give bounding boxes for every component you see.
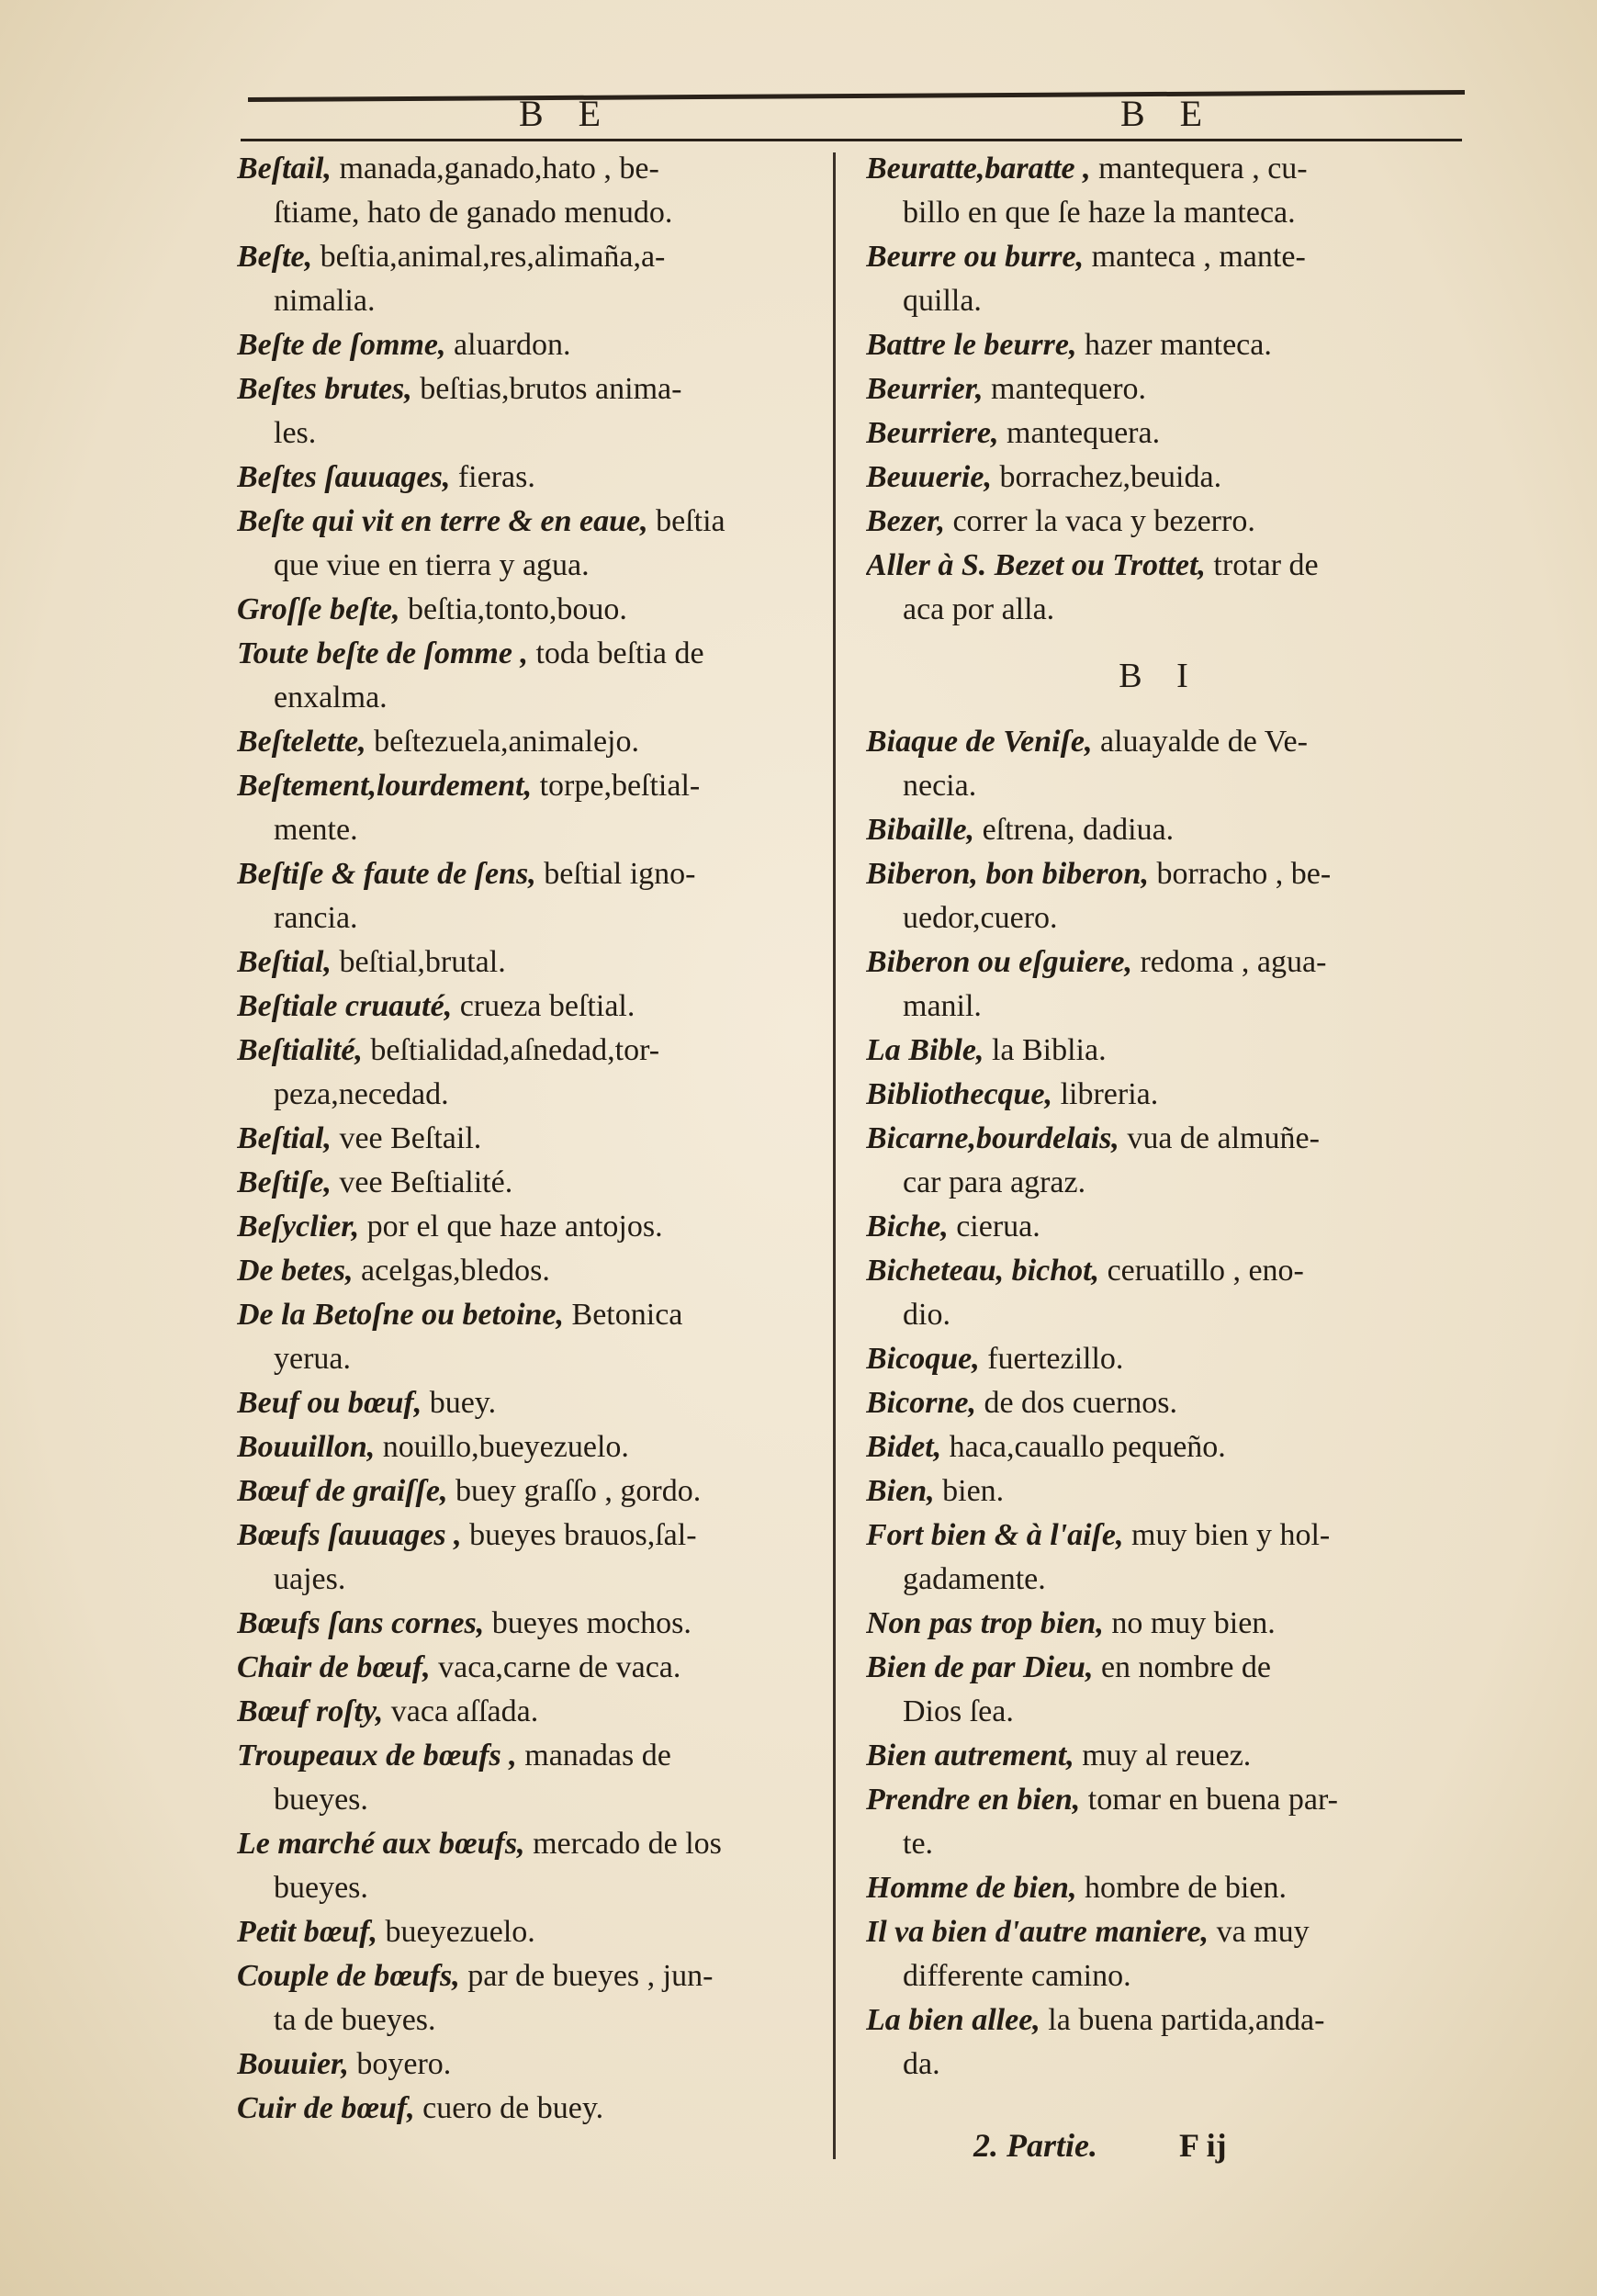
definition-text: aluayalde de Ve- [1092,725,1308,759]
definition-text: nimalia. [274,284,376,318]
headword: Beſte qui vit en terre & en eaue, [237,504,648,538]
definition-text: bueyezuelo. [377,1915,535,1949]
definition-text: cierua. [948,1210,1040,1244]
headword: Groſſe beſte, [237,592,400,626]
headword: Biaque de Veniſe, [866,725,1093,759]
dictionary-entry-line [237,1602,815,1646]
definition-text: fuertezillo. [979,1342,1124,1376]
headword: Bouuier, [237,2047,349,2081]
definition-text: les. [274,416,317,450]
dictionary-entry-line [237,1734,815,1778]
dictionary-entry-line [866,411,1454,456]
dictionary-entry-line [237,985,815,1029]
definition-text: haca,cauallo pequeño. [941,1430,1226,1464]
definition-text: vee Beſtail. [331,1121,482,1155]
definition-text: dio. [903,1298,950,1332]
dictionary-entry-line [866,367,1454,411]
left-running-head: B E [519,93,614,134]
definition-text: beſtialidad,aſnedad,tor- [362,1033,660,1067]
dictionary-entry-line [866,940,1454,985]
dictionary-entry-line [866,764,1454,808]
dictionary-entry-line [237,940,815,985]
headword: Fort bien & à l'aiſe, [866,1518,1124,1552]
dictionary-entry-line [237,544,815,588]
dictionary-entry-line [237,1998,815,2043]
dictionary-entry-line [237,1910,815,1954]
headword: De la Betoſne ou betoine, [237,1298,565,1332]
headword: Beuf ou bœuf, [237,1386,422,1420]
headword: Cuir de bœuf, [237,2091,415,2125]
right-column-top [866,147,1454,632]
headword: Il va bien d'autre maniere, [866,1915,1209,1949]
headword: Bibaille, [866,813,975,847]
dictionary-entry-line [866,191,1454,235]
dictionary-entry-line [866,1073,1454,1117]
headword: Beuratte,baratte , [866,152,1091,186]
headword: Biberon, bon biberon, [866,857,1149,891]
definition-text: car para agraz. [903,1165,1086,1199]
definition-text: manadas de [516,1739,671,1773]
headword: Bidet, [866,1430,942,1464]
headword: Beſtialité, [237,1033,363,1067]
dictionary-entry-line [237,1558,815,1602]
dictionary-entry-line [866,720,1454,764]
dictionary-entry-line [237,676,815,720]
dictionary-entry-line [237,1778,815,1822]
definition-text: boyero. [348,2047,452,2081]
right-column-bottom [866,720,1454,2087]
definition-text: buey. [422,1386,497,1420]
definition-text: ceruatillo , eno- [1099,1254,1304,1288]
dictionary-entry-line [866,235,1454,279]
dictionary-entry-line [237,456,815,500]
definition-text: te. [903,1827,934,1861]
definition-text: beſtia,animal,res,alimaña,a- [312,240,666,274]
dictionary-entry-line [866,1514,1454,1558]
dictionary-entry-line [866,852,1454,896]
definition-text: rancia. [274,901,358,935]
definition-text: mantequero. [983,372,1147,406]
dictionary-entry-line [237,147,815,191]
headword: Bicheteau, bichot, [866,1254,1100,1288]
headword: Bien de par Dieu, [866,1650,1094,1684]
dictionary-entry-line [866,1337,1454,1381]
definition-text: vee Beſtialité. [331,1165,513,1199]
definition-text: beſtial,brutal. [331,945,506,979]
definition-text: beſtias,brutos anima- [411,372,682,406]
definition-text: por el que haze antojos. [359,1210,663,1244]
dictionary-entry-line [237,720,815,764]
headword: Bœufs ſans cornes, [237,1606,485,1640]
definition-text: acelgas,bledos. [353,1254,550,1288]
dictionary-entry-line [866,1602,1454,1646]
headword: Bicorne, [866,1386,976,1420]
dictionary-entry-line [866,1910,1454,1954]
dictionary-entry-line [866,456,1454,500]
dictionary-entry-line [237,1690,815,1734]
definition-text: beſtia [647,504,725,538]
definition-text: uajes. [274,1562,346,1596]
dictionary-entry-line [866,2043,1454,2087]
headword: Beſtail, [237,152,332,186]
definition-text: libreria. [1052,1077,1159,1111]
headword: De betes, [237,1254,354,1288]
dictionary-entry-line [866,1954,1454,1998]
definition-text: crueza beſtial. [452,989,635,1023]
headword: Beurriere, [866,416,999,450]
headword: Prendre en bien, [866,1783,1081,1817]
definition-text: tomar en buena par- [1080,1783,1338,1817]
definition-text: differente camino. [903,1959,1131,1993]
dictionary-entry-line [866,1646,1454,1690]
headword: La Bible, [866,1033,984,1067]
headword: Beſtiale cruauté, [237,989,453,1023]
headword: Homme de bien, [866,1871,1077,1905]
dictionary-entry-line [237,852,815,896]
dictionary-entry-line [237,1866,815,1910]
dictionary-entry-line [866,1998,1454,2043]
dictionary-entry-line [237,1249,815,1293]
definition-text: ta de bueyes. [274,2003,436,2037]
dictionary-entry-line [866,808,1454,852]
dictionary-entry-line [237,1337,815,1381]
dictionary-entry-line [237,1646,815,1690]
definition-text: manteca , mante- [1084,240,1306,274]
dictionary-entry-line [866,1734,1454,1778]
definition-text: redoma , agua- [1131,945,1327,979]
definition-text: borrachez,beuida. [991,460,1222,494]
definition-text: buey graſſo , gordo. [447,1474,702,1508]
headword: Bien autrement, [866,1739,1074,1773]
dictionary-entry-line [237,191,815,235]
headword: Bœuf roſty, [237,1694,384,1728]
definition-text: correr la vaca y bezerro. [944,504,1255,538]
definition-text: yerua. [274,1342,352,1376]
definition-text: manil. [903,989,982,1023]
dictionary-entry-line [237,2043,815,2087]
definition-text: Betonica [564,1298,683,1332]
headword: Petit bœuf, [237,1915,377,1949]
definition-text: quilla. [903,284,982,318]
headword: Beuuerie, [866,460,992,494]
definition-text: vua de almuñe- [1119,1121,1320,1155]
dictionary-entry-line [866,279,1454,323]
right-running-head: B E [1120,93,1216,134]
definition-text: aca por alla. [903,592,1055,626]
headword: Beſtial, [237,945,332,979]
headword: Chair de bœuf, [237,1650,431,1684]
headword: Beurre ou burre, [866,240,1085,274]
headword: Bouuillon, [237,1430,376,1464]
dictionary-entry-line [866,896,1454,940]
definition-text: beſtial igno- [535,857,696,891]
dictionary-entry-line [237,235,815,279]
dictionary-entry-line [237,1514,815,1558]
definition-text: beſtezuela,animalejo. [366,725,640,759]
definition-text: en nombre de [1093,1650,1271,1684]
dictionary-entry-line [237,279,815,323]
definition-text: bueyes brauos,ſal- [461,1518,697,1552]
dictionary-entry-line [237,632,815,676]
headword: Troupeaux de bœufs , [237,1739,517,1773]
definition-text: fieras. [450,460,535,494]
definition-text: bueyes. [274,1783,368,1817]
dictionary-entry-line [237,1117,815,1161]
dictionary-entry-line [237,1029,815,1073]
page-number: F ij [1178,2127,1227,2164]
header-underline [241,139,1462,141]
definition-text: mercado de los [524,1827,722,1861]
dictionary-entry-line [866,323,1454,367]
headword: Beſtelette, [237,725,366,759]
headword: Bezer, [866,504,945,538]
definition-text: necia. [903,769,977,803]
dictionary-entry-line [237,323,815,367]
dictionary-entry-line [237,808,815,852]
headword: Battre le beurre, [866,328,1077,362]
definition-text: peza,necedad. [274,1077,449,1111]
header-rule [248,90,1465,102]
definition-text: billo en que ſe haze la manteca. [903,196,1296,230]
headword: Aller à S. Bezet ou Trottet, [866,548,1206,582]
definition-text: da. [903,2047,940,2081]
headword: Non pas trop bien, [866,1606,1104,1640]
dictionary-entry-line [237,411,815,456]
definition-text: Dios ſea. [903,1694,1014,1728]
headword: Beurrier, [866,372,984,406]
dictionary-entry-line [237,1205,815,1249]
headword: Beſtiſe, [237,1165,332,1199]
headword: Bibliothecque, [866,1077,1053,1111]
left-column [237,147,815,2131]
definition-text: nouillo,bueyezuelo. [375,1430,629,1464]
headword: Toute beſte de ſomme , [237,636,528,670]
headword: Bien, [866,1474,935,1508]
definition-text: gadamente. [903,1562,1046,1596]
headword: Biche, [866,1210,949,1244]
dictionary-entry-line [866,1029,1454,1073]
definition-text: la Biblia. [984,1033,1107,1067]
definition-text: borracho , be- [1148,857,1332,891]
dictionary-entry-line [237,588,815,632]
dictionary-entry-line [866,1822,1454,1866]
headword: Beſte de ſomme, [237,328,446,362]
definition-text: ſtiame, hato de ganado menudo. [274,196,673,230]
definition-text: manada,ganado,hato , be- [331,152,659,186]
definition-text: uedor,cuero. [903,901,1058,935]
dictionary-entry-line [866,500,1454,544]
dictionary-entry-line [866,588,1454,632]
definition-text: muy al reuez. [1074,1739,1252,1773]
dictionary-entry-line [237,1381,815,1425]
definition-text: bueyes mochos. [484,1606,692,1640]
dictionary-entry-line [866,1117,1454,1161]
definition-text: torpe,beſtial- [532,769,701,803]
headword: La bien allee, [866,2003,1040,2037]
definition-text: toda beſtia de [527,636,704,670]
dictionary-entry-line [866,1469,1454,1514]
definition-text: par de bueyes , jun- [459,1959,714,1993]
definition-text: mantequera , cu- [1090,152,1308,186]
dictionary-entry-line [237,367,815,411]
section-heading: B I [1119,657,1201,695]
dictionary-entry-line [866,1161,1454,1205]
definition-text: que viue en tierra y agua. [274,548,590,582]
headword: Couple de bœufs, [237,1959,460,1993]
definition-text: de dos cuernos. [975,1386,1178,1420]
dictionary-entry-line [866,1293,1454,1337]
signature-mark: 2. Partie. [973,2127,1097,2164]
dictionary-entry-line [866,1778,1454,1822]
definition-text: enxalma. [274,681,388,715]
page-footer [973,2126,1227,2165]
definition-text: aluardon. [445,328,571,362]
dictionary-entry-line [866,1249,1454,1293]
dictionary-entry-line [237,2087,815,2131]
definition-text: hazer manteca. [1076,328,1272,362]
definition-text: mantequera. [998,416,1161,450]
definition-text: vaca,carne de vaca. [430,1650,681,1684]
definition-text: beſtia,tonto,bouo. [399,592,627,626]
definition-text: va muy [1209,1915,1310,1949]
definition-text: mente. [274,813,358,847]
headword: Beſtiſe & faute de ſens, [237,857,536,891]
column-divider [833,152,836,2159]
dictionary-entry-line [237,896,815,940]
dictionary-entry-line [237,1425,815,1469]
headword: Bœufs ſauuages , [237,1518,462,1552]
dictionary-entry-line [866,1558,1454,1602]
dictionary-entry-line [866,147,1454,191]
headword: Beſyclier, [237,1210,360,1244]
dictionary-entry-line [866,544,1454,588]
definition-text: hombre de bien. [1076,1871,1287,1905]
dictionary-entry-line [866,1866,1454,1910]
dictionary-entry-line [866,985,1454,1029]
definition-text: bueyes. [274,1871,368,1905]
headword: Beſtement,lourdement, [237,769,533,803]
right-column [866,147,1454,2087]
dictionary-entry-line [237,764,815,808]
definition-text: bien. [934,1474,1005,1508]
definition-text: cuero de buey. [414,2091,604,2125]
headword: Beſte, [237,240,313,274]
dictionary-entry-line [237,1469,815,1514]
headword: Beſtial, [237,1121,332,1155]
definition-text: eſtrena, dadiua. [974,813,1175,847]
definition-text: la buena partida,anda- [1040,2003,1325,2037]
definition-text: muy bien y hol- [1123,1518,1331,1552]
definition-text: trotar de [1205,548,1319,582]
headword: Bicarne,bourdelais, [866,1121,1119,1155]
dictionary-entry-line [237,1073,815,1117]
dictionary-entry-line [237,1822,815,1866]
headword: Bicoque, [866,1342,980,1376]
headword: Bœuf de graiſſe, [237,1474,448,1508]
headword: Beſtes ſauuages, [237,460,451,494]
dictionary-entry-line [866,1690,1454,1734]
dictionary-entry-line [866,1381,1454,1425]
headword: Beſtes brutes, [237,372,412,406]
dictionary-entry-line [237,1161,815,1205]
headword: Biberon ou eſguiere, [866,945,1132,979]
dictionary-entry-line [866,1425,1454,1469]
dictionary-entry-line [866,1205,1454,1249]
definition-text: vaca aſſada. [383,1694,539,1728]
dictionary-entry-line [237,500,815,544]
definition-text: no muy bien. [1103,1606,1276,1640]
dictionary-entry-line [237,1954,815,1998]
headword: Le marché aux bœufs, [237,1827,525,1861]
dictionary-entry-line [237,1293,815,1337]
